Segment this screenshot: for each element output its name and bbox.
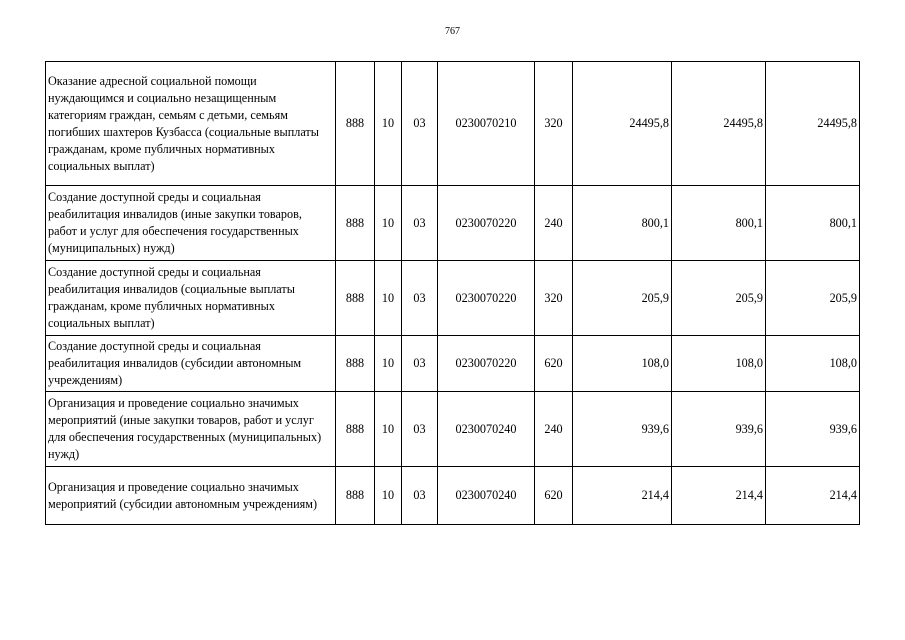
amount-3: 24495,8 <box>766 62 860 186</box>
target-article-code: 0230070240 <box>438 392 535 467</box>
amount-2: 939,6 <box>672 392 766 467</box>
amount-1: 939,6 <box>573 392 672 467</box>
subsection-code: 03 <box>402 62 438 186</box>
amount-1: 214,4 <box>573 467 672 525</box>
row-description: Организация и проведение социально значимых мероприятий (иные закупки товаров, работ и услуг для обеспечения государственных (муниципальных) нужд) <box>46 392 336 467</box>
amount-3: 939,6 <box>766 392 860 467</box>
target-article-code: 0230070220 <box>438 336 535 392</box>
row-description: Создание доступной среды и социальная реабилитация инвалидов (социальные выплаты гражданам, кроме публичных нормативных социальных выплат) <box>46 261 336 336</box>
subsection-code: 03 <box>402 261 438 336</box>
amount-1: 205,9 <box>573 261 672 336</box>
section-code: 10 <box>375 62 402 186</box>
expense-type-code: 620 <box>535 336 573 392</box>
target-article-code: 0230070220 <box>438 261 535 336</box>
amount-3: 205,9 <box>766 261 860 336</box>
section-code: 10 <box>375 186 402 261</box>
row-description: Организация и проведение социально значимых мероприятий (субсидии автономным учреждениям) <box>46 467 336 525</box>
row-description: Создание доступной среды и социальная реабилитация инвалидов (иные закупки товаров, работ и услуг для обеспечения государственных (муниципальных) нужд) <box>46 186 336 261</box>
amount-2: 108,0 <box>672 336 766 392</box>
expense-type-code: 320 <box>535 261 573 336</box>
ministry-code: 888 <box>336 62 375 186</box>
expense-type-code: 320 <box>535 62 573 186</box>
table-row <box>46 186 860 261</box>
subsection-code: 03 <box>402 336 438 392</box>
ministry-code: 888 <box>336 261 375 336</box>
amount-1: 108,0 <box>573 336 672 392</box>
amount-3: 800,1 <box>766 186 860 261</box>
table-row <box>46 261 860 336</box>
row-description: Оказание адресной социальной помощи нуждающимся и социально незащищенным категориям граждан, семьям с детьми, семьям погибших шахтеров Кузбасса (социальные выплаты гражданам, кроме публичных нормативных социальных выплат) <box>46 62 336 186</box>
table-row <box>46 392 860 467</box>
amount-2: 205,9 <box>672 261 766 336</box>
ministry-code: 888 <box>336 186 375 261</box>
subsection-code: 03 <box>402 186 438 261</box>
expense-type-code: 620 <box>535 467 573 525</box>
amount-3: 108,0 <box>766 336 860 392</box>
target-article-code: 0230070220 <box>438 186 535 261</box>
amount-2: 24495,8 <box>672 62 766 186</box>
table-row <box>46 336 860 392</box>
table-row <box>46 467 860 525</box>
amount-1: 24495,8 <box>573 62 672 186</box>
target-article-code: 0230070210 <box>438 62 535 186</box>
amount-1: 800,1 <box>573 186 672 261</box>
target-article-code: 0230070240 <box>438 467 535 525</box>
page-number: 767 <box>445 26 460 37</box>
section-code: 10 <box>375 336 402 392</box>
table-row <box>46 62 860 186</box>
row-description: Создание доступной среды и социальная реабилитация инвалидов (субсидии автономным учреждениям) <box>46 336 336 392</box>
section-code: 10 <box>375 467 402 525</box>
amount-2: 800,1 <box>672 186 766 261</box>
subsection-code: 03 <box>402 392 438 467</box>
ministry-code: 888 <box>336 336 375 392</box>
ministry-code: 888 <box>336 392 375 467</box>
section-code: 10 <box>375 392 402 467</box>
subsection-code: 03 <box>402 467 438 525</box>
expense-type-code: 240 <box>535 186 573 261</box>
expense-type-code: 240 <box>535 392 573 467</box>
amount-2: 214,4 <box>672 467 766 525</box>
budget-table <box>45 61 860 525</box>
amount-3: 214,4 <box>766 467 860 525</box>
ministry-code: 888 <box>336 467 375 525</box>
section-code: 10 <box>375 261 402 336</box>
